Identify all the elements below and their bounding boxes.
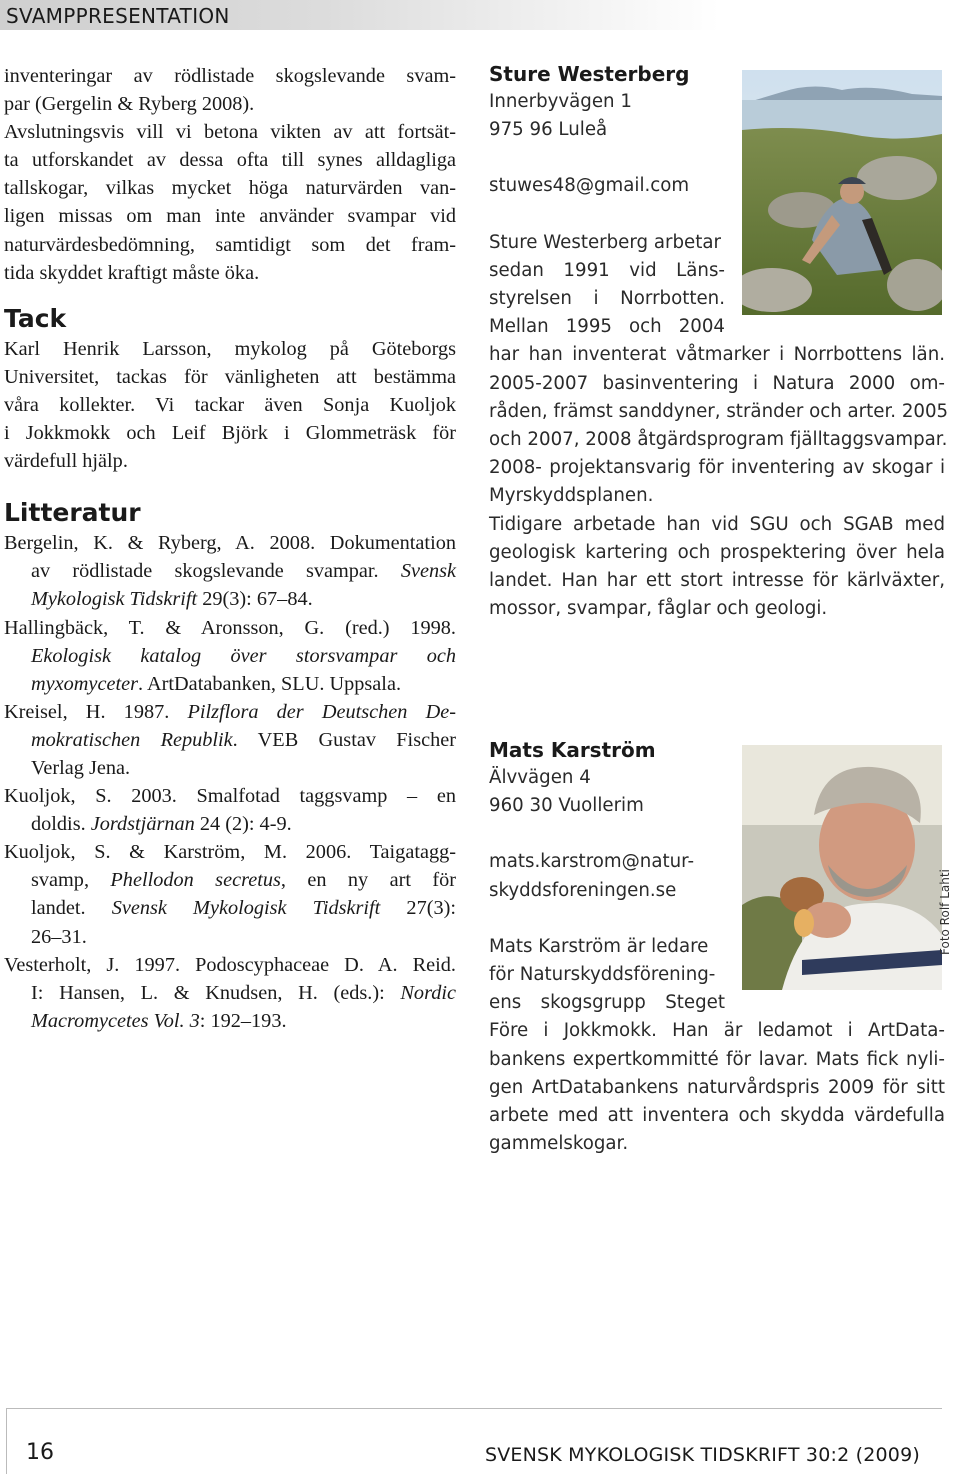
text-line: Karl Henrik Larsson, mykolog på Göteborgs (4, 337, 456, 360)
ref-text: . VEB Gustav Fischer (232, 728, 456, 751)
text-line: tallskogar, vilkas mycket höga naturvärden van- (4, 177, 456, 200)
reference-item (4, 698, 456, 782)
ref-title: Macromycetes Vol. 3 (31, 1009, 200, 1032)
bio-line: Före i Jokkmokk. Han är ledamot i ArtData- (489, 1020, 945, 1042)
text-line: Universitet, tackas för vänligheten att bestämma (4, 365, 456, 388)
footer-divider (6, 1408, 942, 1409)
ref-text: , en ny art för (280, 869, 456, 892)
author-email[interactable]: stuwes48@gmail.com (489, 175, 690, 197)
journal-name: SVENSK MYKOLOGISK TIDSKRIFT 30:2 (2009) (484, 1444, 920, 1466)
author-name: Mats Karström (489, 738, 656, 762)
ref-title: myxomyceter (31, 672, 138, 695)
bio-line: för Naturskyddsförening- (489, 964, 716, 986)
bio-line: Mats Karström är ledare (489, 935, 709, 957)
bio-line: har han inventerat våtmarker i Norrbottens län. (489, 344, 945, 366)
ref-line: Verlag Jena. (31, 756, 131, 779)
bio-line: 2005-2007 basinventering i Natura 2000 om- (489, 372, 945, 394)
footer-divider-vertical (6, 1408, 7, 1474)
ref-line (4, 894, 456, 922)
bio-line: arbete med att inventera och skydda värdefulla (489, 1105, 945, 1127)
section-label: SVAMPPRESENTATION (6, 4, 230, 28)
author-street: Älvvägen 4 (489, 767, 591, 788)
intro-paragraph (4, 62, 456, 287)
ref-line (4, 698, 456, 726)
reference-item (4, 529, 456, 613)
ref-text: av rödlistade skogslevande svampar. (31, 560, 401, 583)
bio-line: Tidigare arbetade han vid SGU och SGAB med (489, 513, 945, 535)
ref-text: : 192–193. (199, 1009, 287, 1032)
author-name: Sture Westerberg (489, 62, 690, 86)
tack-heading: Tack (4, 303, 67, 333)
portrait-photo-illustration (742, 745, 942, 990)
photo-credit: Foto Rolf Lahti (938, 869, 952, 955)
email-line: skyddsforeningen.se (489, 879, 677, 901)
bio-line: styrelsen i Norrbotten. (489, 288, 725, 310)
text-line: inventeringar av rödlistade skogslevande svam- (4, 65, 456, 87)
ref-line (4, 642, 456, 670)
text-line: tida skyddet kraftigt måste öka. (4, 261, 260, 284)
reference-item (4, 782, 456, 838)
bio-line: landet. Han har ett stort intresse för kärlväxter, (489, 570, 945, 592)
ref-species: Phellodon secretus (110, 869, 281, 892)
ref-line (4, 670, 456, 698)
ref-title: mokratischen Republik (31, 728, 233, 751)
ref-text: 29(3): 67–84. (197, 588, 313, 611)
bio-line: och 2007, 2008 åtgärdsprogram fjälltaggsvampar. (489, 429, 948, 451)
bio-line: Sture Westerberg arbetar (489, 231, 721, 253)
ref-journal: Svensk (400, 560, 456, 583)
ref-title: Ekologisk katalog över storsvampar och (31, 644, 456, 667)
ref-text: doldis. (31, 813, 91, 836)
section-header-bar (0, 0, 720, 30)
photo-sture-westerberg (742, 70, 942, 315)
bio-line: gen ArtDatabankens naturvårdspris 2009 för sitt (489, 1076, 945, 1098)
ref-text: Kreisel, H. 1987. (4, 700, 188, 723)
ref-line (4, 557, 456, 585)
bio-line: 2008- projektansvarig för inventering av skogar i (489, 457, 945, 479)
author-postal: 960 30 Vuollerim (489, 795, 644, 817)
bio-line: bankens expertkommitté för lavar. Mats fick nyli- (489, 1048, 945, 1070)
ref-line (4, 979, 456, 1007)
text-line: par (Gergelin & Ryberg 2008). (4, 93, 255, 116)
ref-text: 24 (2): 4-9. (194, 813, 292, 836)
ref-line: 26–31. (31, 925, 87, 948)
ref-journal: Mykologisk Tidskrift (31, 588, 198, 611)
photo-mats-karstrom (742, 745, 942, 990)
bio-line: geologisk kartering och prospektering över hela (489, 541, 945, 563)
ref-text: I: Hansen, L. & Knudsen, H. (eds.): (31, 981, 401, 1004)
landscape-photo-illustration (742, 70, 942, 315)
bio-line: gammelskogar. (489, 1133, 629, 1155)
email-line: mats.karstrom@natur- (489, 851, 695, 873)
ref-line: Hallingbäck, T. & Aronsson, G. (red.) 1998. (4, 616, 456, 639)
reference-item (4, 614, 456, 698)
ref-line: Kuoljok, S. & Karström, M. 2006. Taigatagg- (4, 841, 456, 864)
text-line: i Jokkmokk och Leif Björk i Glommeträsk för (4, 422, 456, 445)
ref-line (4, 726, 456, 754)
ref-text: svamp, (31, 869, 111, 892)
text-line: ta utforskandet av dessa ofta till synes alldagliga (4, 149, 456, 172)
text-line: naturvärdesbedömning, samtidigt som det fram- (4, 233, 456, 256)
text-line: våra kollekter. Vi tackar även Sonja Kuoljok (4, 393, 456, 416)
ref-line (4, 585, 456, 613)
reference-item (4, 951, 456, 1035)
ref-line (4, 866, 456, 894)
literature-heading: Litteratur (4, 498, 141, 528)
ref-title: Pilzflora der Deutschen De- (187, 700, 457, 723)
author-postal: 975 96 Luleå (489, 119, 608, 141)
text-line: ligen missas om man inte använder svampar vid (4, 205, 456, 228)
ref-line: Kuoljok, S. 2003. Smalfotad taggsvamp – en (4, 785, 456, 808)
text-line: Avslutningsvis vill vi betona vikten av att fortsät- (4, 121, 456, 144)
ref-line (4, 1007, 456, 1035)
ref-line: Bergelin, K. & Ryberg, A. 2008. Dokumentation (4, 532, 456, 555)
reference-item (4, 838, 456, 950)
bio-line: mossor, svampar, fåglar och geologi. (489, 598, 828, 620)
bio-line: sedan 1991 vid Läns- (489, 259, 725, 281)
left-column (4, 62, 456, 1035)
bio-line: råden, främst sanddyner, stränder och arter. 2005 (489, 400, 949, 422)
tack-paragraph (4, 335, 456, 475)
text-line: värdefull hjälp. (4, 450, 128, 473)
bio-line: Mellan 1995 och 2004 (489, 316, 725, 338)
bio-line: Myrskyddsplanen. (489, 485, 654, 507)
ref-line: Vesterholt, J. 1997. Podoscyphaceae D. A. Reid. (4, 953, 456, 976)
ref-journal: Svensk Mykologisk Tidskrift (111, 897, 381, 920)
author-street: Innerbyvägen 1 (489, 91, 632, 112)
ref-text: 27(3): (380, 897, 456, 920)
ref-journal: Jordstjärnan (90, 813, 195, 836)
bio-line: ens skogsgrupp Steget (489, 992, 725, 1014)
ref-line (4, 810, 456, 838)
page-number: 16 (26, 1440, 54, 1465)
ref-text: . ArtDatabanken, SLU. Uppsala. (137, 672, 402, 695)
ref-text: landet. (31, 897, 112, 920)
ref-title: Nordic (400, 981, 456, 1004)
